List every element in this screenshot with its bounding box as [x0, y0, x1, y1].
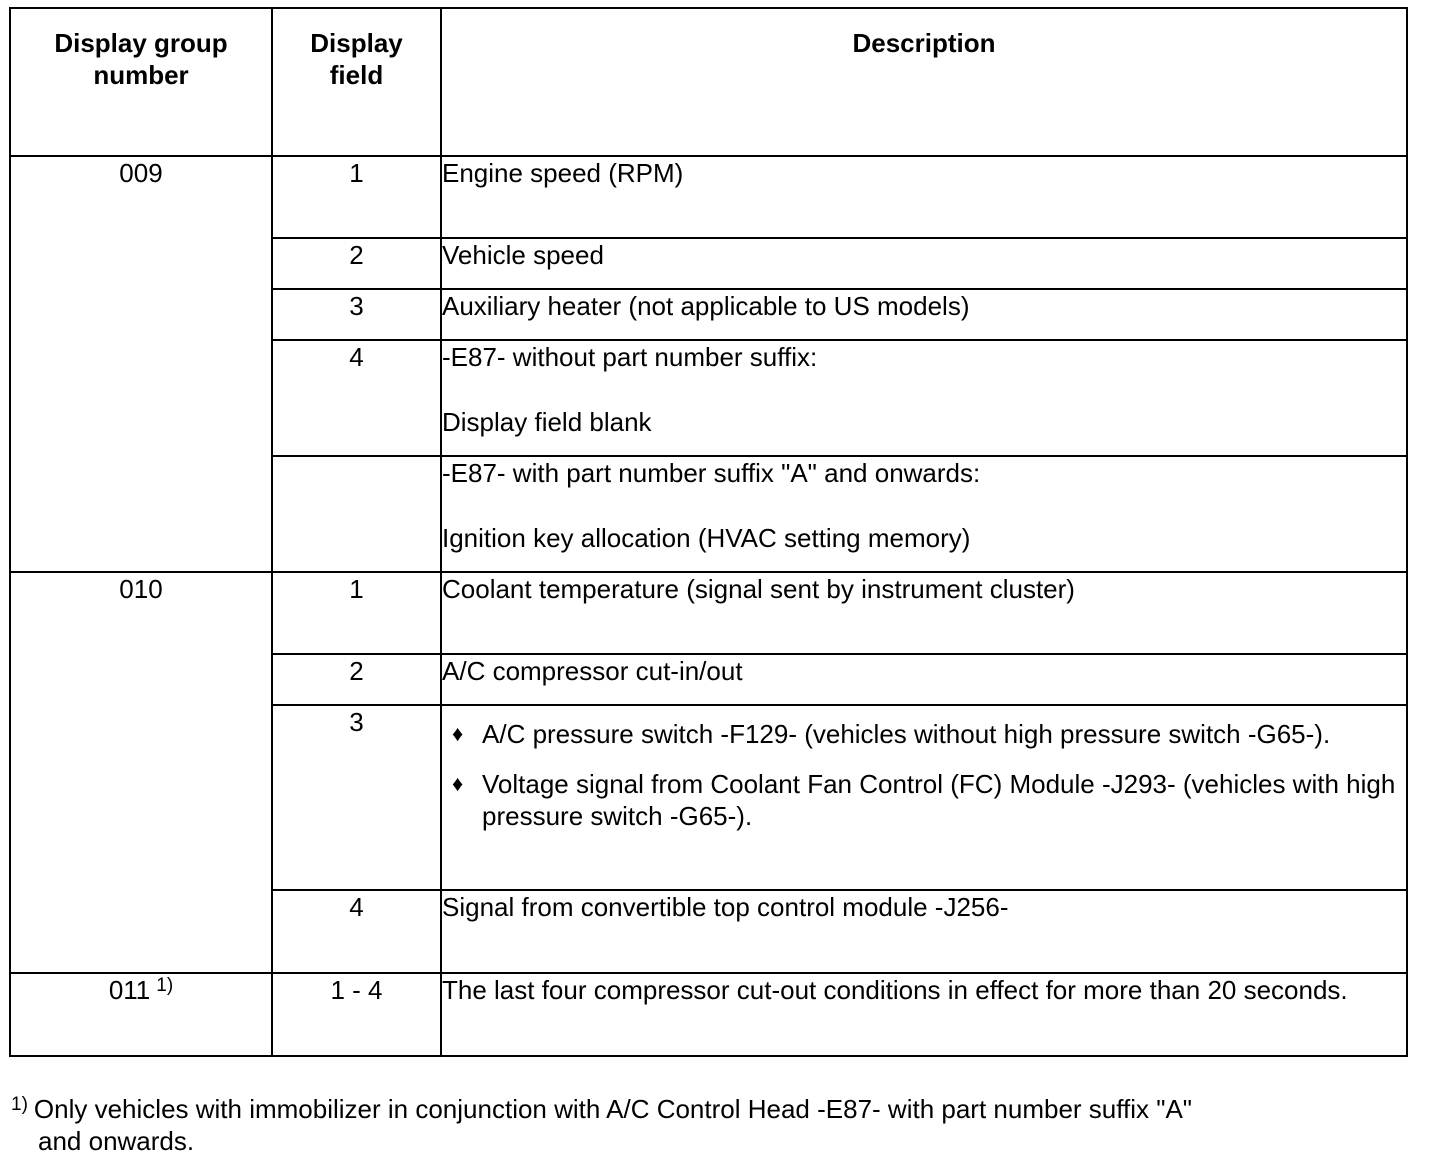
description-cell: [441, 289, 1407, 340]
field-number: 2: [272, 238, 441, 289]
header-group-line1: Display group: [54, 28, 228, 58]
field-number: 2: [272, 654, 441, 705]
table-row: [10, 156, 1407, 238]
bullet-text: Voltage signal from Coolant Fan Control (FC) Module -J293- (vehicles with high pressure switch -G65-).: [482, 769, 1396, 831]
description-text: Engine speed (RPM): [442, 158, 684, 188]
description-text: Auxiliary heater (not applicable to US models): [442, 291, 970, 321]
description-cell: [441, 705, 1407, 890]
description-text: Coolant temperature (signal sent by instrument cluster): [442, 574, 1075, 604]
description-cell: [441, 654, 1407, 705]
header-field-line1: Display: [310, 28, 403, 58]
field-number: 3: [272, 705, 441, 890]
footnote-text-continued: and onwards.: [38, 1126, 195, 1156]
footnote: [11, 1093, 1391, 1157]
field-number: 1: [272, 156, 441, 238]
group-number-text: 011: [108, 975, 151, 1005]
description-cell: [441, 572, 1407, 654]
description-text: Vehicle speed: [442, 240, 604, 270]
description-text: -E87- with part number suffix "A" and onwards:: [442, 458, 981, 488]
field-number: 4: [272, 340, 441, 456]
diamond-bullet-icon: ♦: [452, 721, 464, 746]
table-row: [10, 973, 1407, 1056]
description-cell: [441, 973, 1407, 1056]
description-cell: [441, 238, 1407, 289]
list-item: [452, 718, 1406, 750]
group-number-009: 009: [10, 156, 272, 572]
field-number: [272, 456, 441, 572]
header-group-line2: number: [93, 60, 189, 90]
field-number: 4: [272, 890, 441, 973]
description-cell: [441, 340, 1407, 456]
header-display-field: [272, 8, 441, 156]
header-field-line2: field: [329, 60, 384, 90]
field-number: 1 - 4: [272, 973, 441, 1056]
header-display-group-number: [10, 8, 272, 156]
header-description: Description: [441, 8, 1407, 156]
display-group-table: [9, 7, 1408, 1057]
footnote-mark: 1): [11, 1094, 28, 1115]
description-text: Display field blank: [442, 407, 652, 437]
field-number: 3: [272, 289, 441, 340]
description-cell: [441, 890, 1407, 973]
description-text: Signal from convertible top control module -J256-: [442, 892, 1009, 922]
description-text: A/C compressor cut-in/out: [442, 656, 743, 686]
bullet-text: A/C pressure switch -F129- (vehicles without high pressure switch -G65-).: [482, 719, 1331, 749]
description-cell: [441, 156, 1407, 238]
bullet-list: [442, 718, 1406, 832]
footnote-text: Only vehicles with immobilizer in conjunction with A/C Control Head -E87- with part number suffix "A": [33, 1094, 1193, 1124]
description-text: Ignition key allocation (HVAC setting memory): [442, 523, 971, 553]
description-text: The last four compressor cut-out conditions in effect for more than 20 seconds.: [442, 975, 1348, 1005]
list-item: [452, 768, 1406, 832]
table-header-row: [10, 8, 1407, 156]
group-number-010: 010: [10, 572, 272, 973]
table-row: [10, 572, 1407, 654]
group-number-011: [10, 973, 272, 1056]
description-cell: [441, 456, 1407, 572]
footnote-reference: 1): [156, 975, 174, 996]
field-number: 1: [272, 572, 441, 654]
description-text: -E87- without part number suffix:: [442, 342, 818, 372]
diamond-bullet-icon: ♦: [452, 771, 464, 796]
